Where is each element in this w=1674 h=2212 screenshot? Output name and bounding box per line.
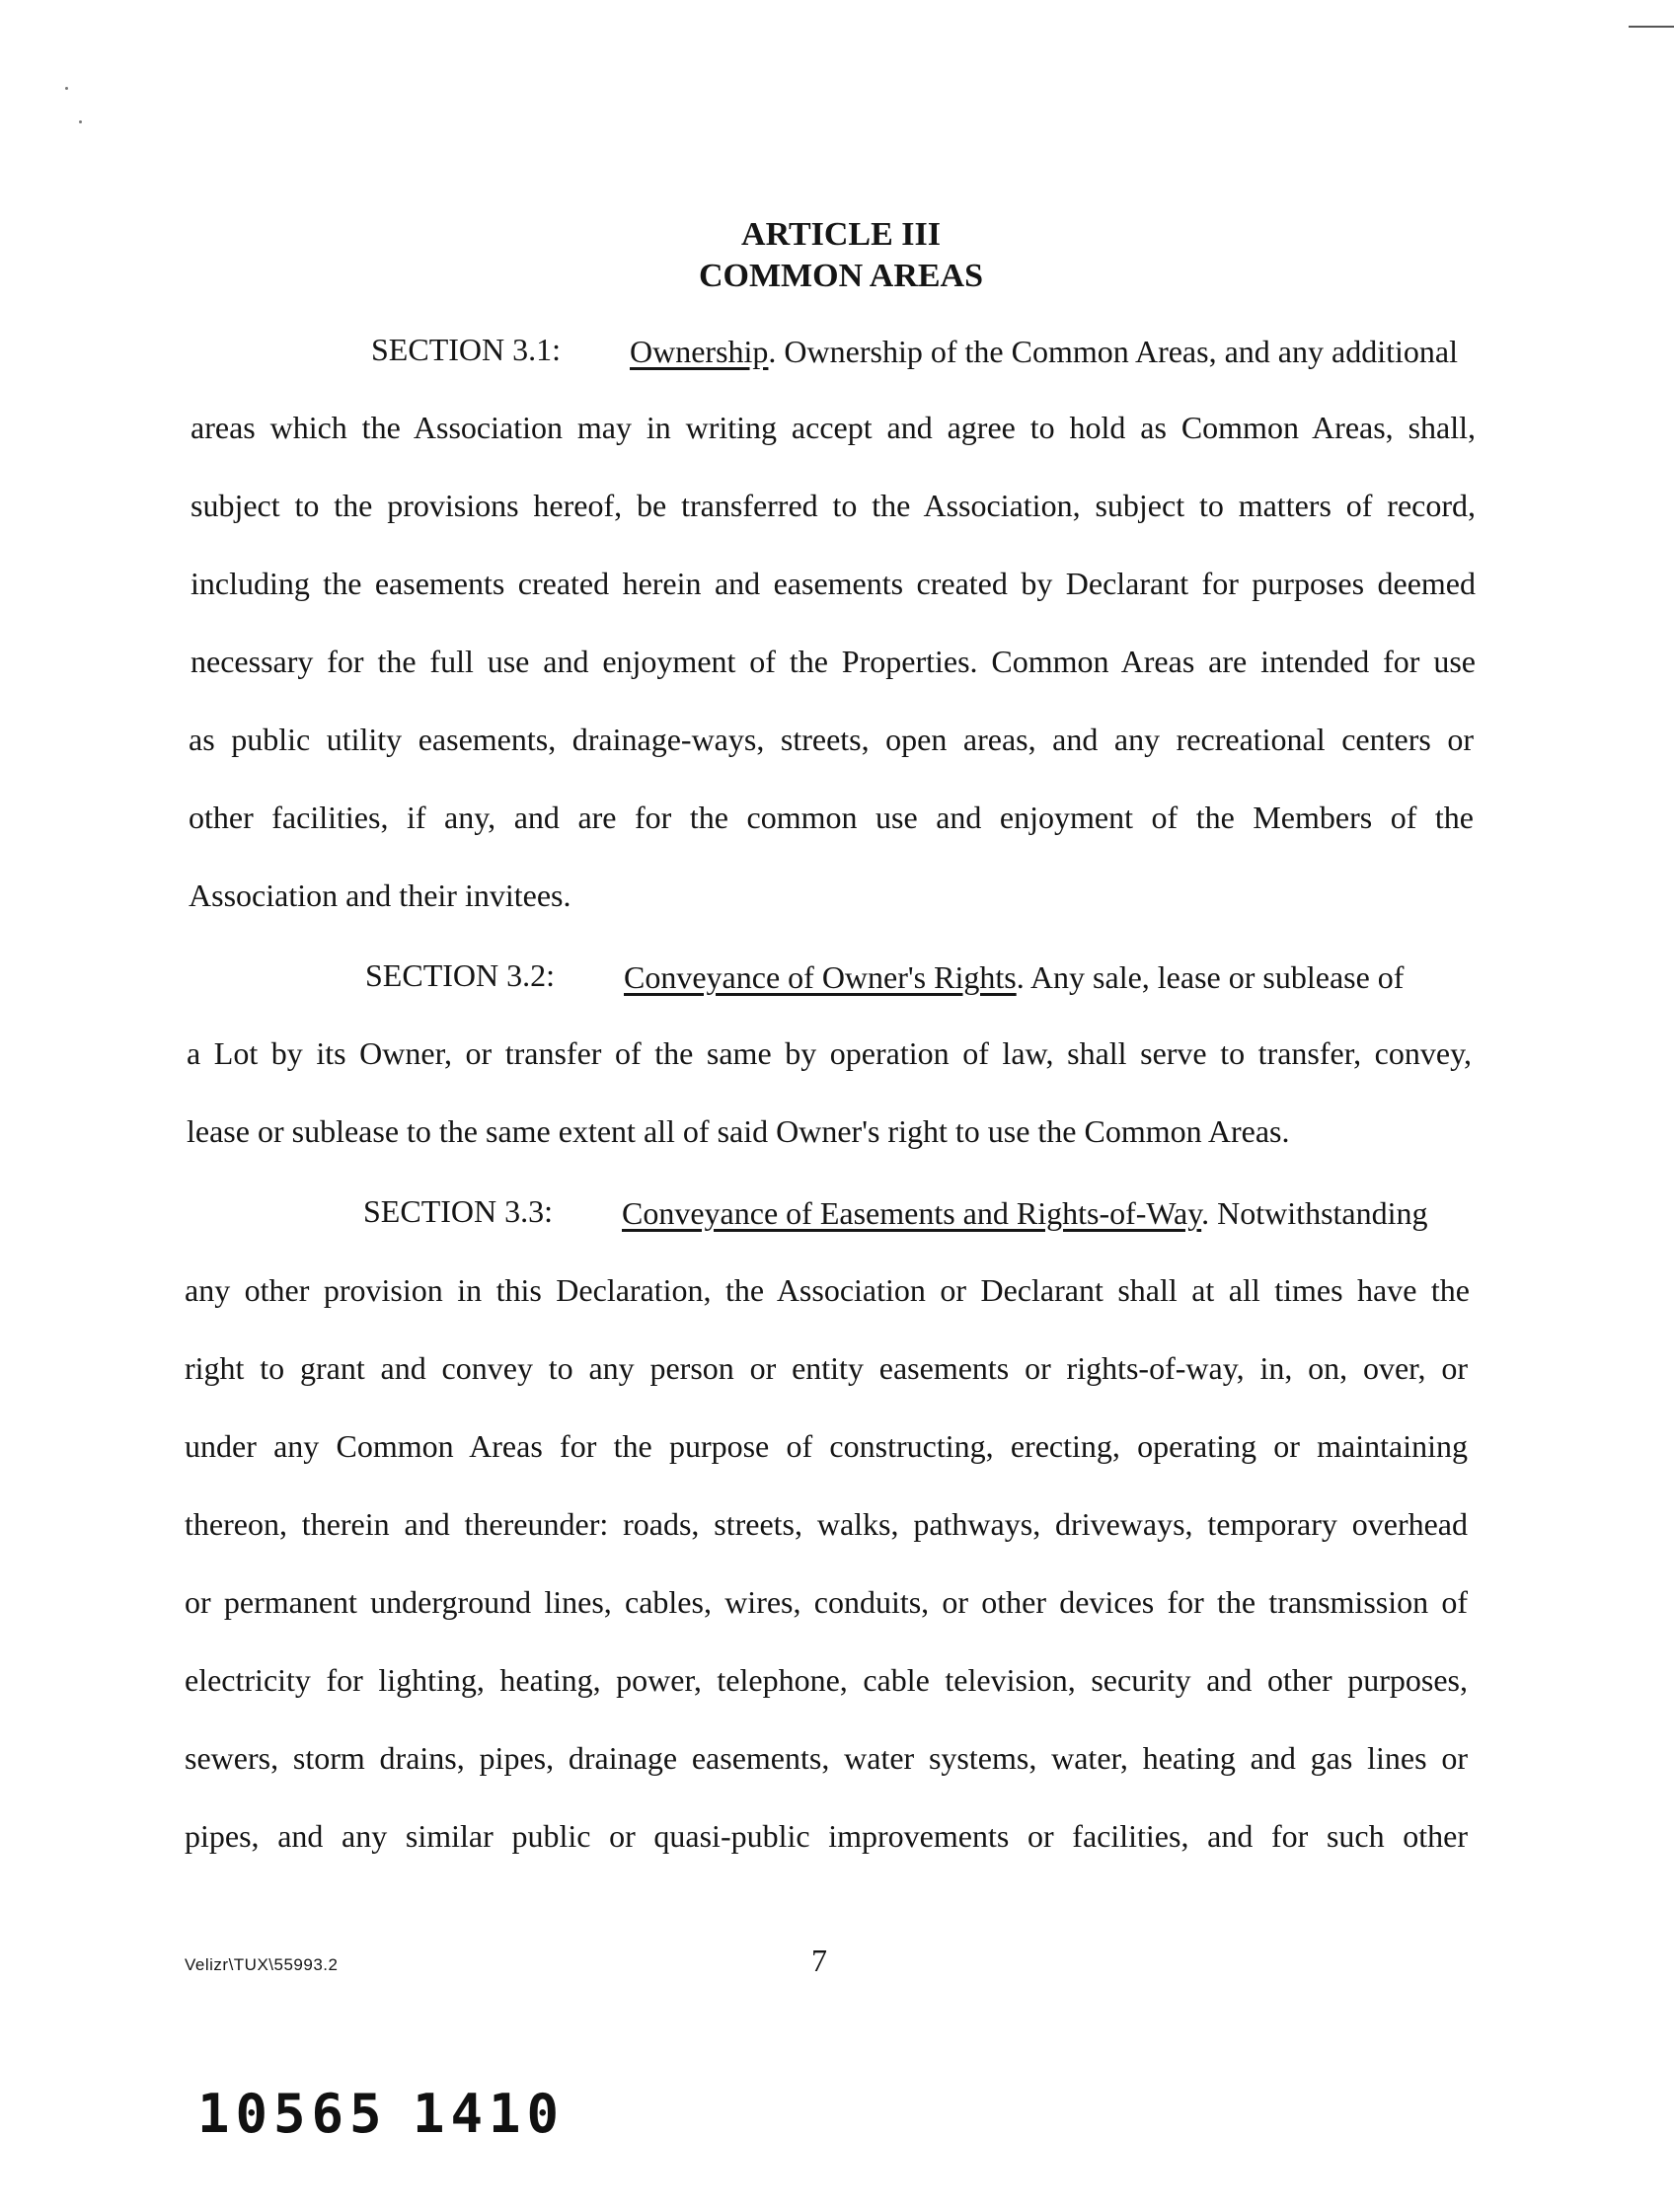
body-line: Association and their invitees. — [189, 877, 571, 913]
body-line: areas which the Association may in writing accept and agree to hold as Common Areas, shall, — [190, 410, 1476, 445]
section-3-3-label: SECTION 3.3: — [363, 1193, 553, 1229]
body-line: right to grant and convey to any person or entity easements or rights-of-way, in, on, over, or — [185, 1350, 1468, 1386]
section-3-1-heading: Ownership — [630, 334, 769, 369]
body-line: sewers, storm drains, pipes, drainage easements, water systems, water, heating and gas lines or — [185, 1740, 1468, 1776]
body-line: electricity for lighting, heating, power, telephone, cable television, security and other purposes, — [185, 1662, 1468, 1698]
body-line: under any Common Areas for the purpose of constructing, erecting, operating or maintaining — [185, 1428, 1468, 1464]
body-line: including the easements created herein and easements created by Declarant for purposes deemed — [190, 566, 1476, 601]
article-title: COMMON AREAS — [698, 258, 984, 294]
recording-page-number: 1410 — [413, 2083, 566, 2145]
section-3-3-heading: Conveyance of Easements and Rights-of-Way — [622, 1195, 1202, 1231]
section-3-2-first-line — [624, 957, 1404, 997]
scan-speck — [65, 87, 68, 90]
body-line: necessary for the full use and enjoyment of the Properties. Common Areas are intended for use — [190, 644, 1476, 679]
article-number: ARTICLE III — [741, 216, 941, 253]
body-line: thereon, therein and thereunder: roads, streets, walks, pathways, driveways, temporary overhead — [185, 1506, 1468, 1542]
section-3-1-first-line — [630, 332, 1458, 371]
body-line: lease or sublease to the same extent all of said Owner's right to use the Common Areas. — [187, 1113, 1290, 1149]
section-3-3-first-line — [622, 1193, 1428, 1233]
document-id: Velizr\TUX\55993.2 — [185, 1955, 339, 1974]
scan-corner-mark — [1629, 26, 1674, 28]
scan-speck — [79, 120, 82, 123]
section-3-2-heading: Conveyance of Owner's Rights — [624, 959, 1017, 995]
recording-book-number: 10565 — [197, 2083, 388, 2145]
body-line: a Lot by its Owner, or transfer of the same by operation of law, shall serve to transfer, convey, — [187, 1035, 1472, 1071]
body-line: pipes, and any similar public or quasi-public improvements or facilities, and for such other — [185, 1818, 1468, 1854]
body-line: or permanent underground lines, cables, wires, conduits, or other devices for the transmission of — [185, 1584, 1468, 1620]
section-3-2-first-line-rest: . Any sale, lease or sublease of — [1016, 959, 1405, 995]
body-line: any other provision in this Declaration, the Association or Declarant shall at all times have the — [185, 1272, 1470, 1308]
section-3-3-first-line-rest: . Notwithstanding — [1201, 1195, 1428, 1231]
section-3-1-first-line-rest: . Ownership of the Common Areas, and any additional — [768, 334, 1458, 369]
body-line: subject to the provisions hereof, be transferred to the Association, subject to matters of record, — [190, 488, 1476, 523]
page-number: 7 — [811, 1943, 827, 1978]
section-3-2-label: SECTION 3.2: — [365, 957, 555, 993]
body-line: as public utility easements, drainage-ways, streets, open areas, and any recreational centers or — [189, 722, 1474, 757]
section-3-1-label: SECTION 3.1: — [371, 332, 561, 367]
body-line: other facilities, if any, and are for the common use and enjoyment of the Members of the — [189, 800, 1474, 835]
